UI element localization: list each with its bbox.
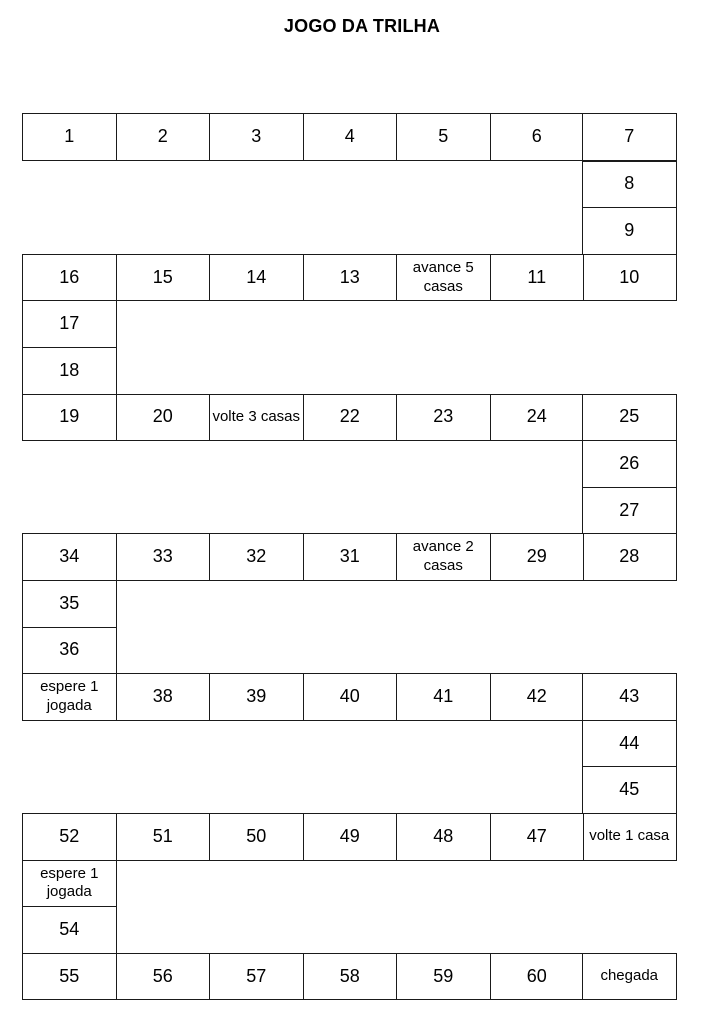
board-square: 20	[116, 394, 211, 442]
board-square: avance 5 casas	[396, 254, 491, 302]
board-square: 8	[582, 161, 677, 209]
board-square: volte 3 casas	[209, 394, 304, 442]
board-square: espere 1 jogada	[22, 860, 117, 908]
board-square: 54	[22, 906, 117, 954]
board-square: 50	[209, 813, 304, 861]
board-square: 38	[116, 673, 211, 721]
board-square: 26	[582, 440, 677, 488]
board-square: 24	[490, 394, 585, 442]
board-square: 23	[396, 394, 491, 442]
board-square: 49	[303, 813, 398, 861]
board-square: 44	[582, 720, 677, 768]
board-square: 34	[22, 533, 117, 581]
board-square: 57	[209, 953, 304, 1001]
board-square: 1	[22, 113, 117, 161]
board-square: 3	[209, 113, 304, 161]
board-square: 52	[22, 813, 117, 861]
board-square: 48	[396, 813, 491, 861]
board-square: 5	[396, 113, 491, 161]
board-square: 28	[582, 533, 677, 581]
board-square: 60	[490, 953, 585, 1001]
board-square: 45	[582, 766, 677, 814]
board-square: 17	[22, 300, 117, 348]
page-title: JOGO DA TRILHA	[283, 16, 441, 36]
board-square: 4	[303, 113, 398, 161]
board-square: 55	[22, 953, 117, 1001]
board-square: 22	[303, 394, 398, 442]
board-square: espere 1 jogada	[22, 673, 117, 721]
board-square: 6	[490, 113, 585, 161]
board-square: 59	[396, 953, 491, 1001]
board-square: 7	[582, 113, 677, 161]
board-square: 41	[396, 673, 491, 721]
board-square: 19	[22, 394, 117, 442]
board-square: 15	[116, 254, 211, 302]
board-square: 43	[582, 673, 677, 721]
board-square: 10	[582, 254, 677, 302]
board-square: 2	[116, 113, 211, 161]
board-square: 58	[303, 953, 398, 1001]
board-square: 40	[303, 673, 398, 721]
board-square: 16	[22, 254, 117, 302]
board-square: 27	[582, 487, 677, 535]
board-square: avance 2 casas	[396, 533, 491, 581]
board-square: 25	[582, 394, 677, 442]
board-square: 35	[22, 580, 117, 628]
board-square: 14	[209, 254, 304, 302]
board-square: 51	[116, 813, 211, 861]
board-square: 32	[209, 533, 304, 581]
board-square: 31	[303, 533, 398, 581]
board-square: 42	[490, 673, 585, 721]
board-square: 47	[490, 813, 585, 861]
board-square: 11	[490, 254, 585, 302]
board-square: 18	[22, 347, 117, 395]
board-square: 36	[22, 627, 117, 675]
board-square: chegada	[582, 953, 677, 1001]
board-square: 39	[209, 673, 304, 721]
board-square: volte 1 casa	[582, 813, 677, 861]
board-square: 29	[490, 533, 585, 581]
board-square: 33	[116, 533, 211, 581]
board-square: 56	[116, 953, 211, 1001]
board-square: 13	[303, 254, 398, 302]
board-square: 9	[582, 207, 677, 255]
